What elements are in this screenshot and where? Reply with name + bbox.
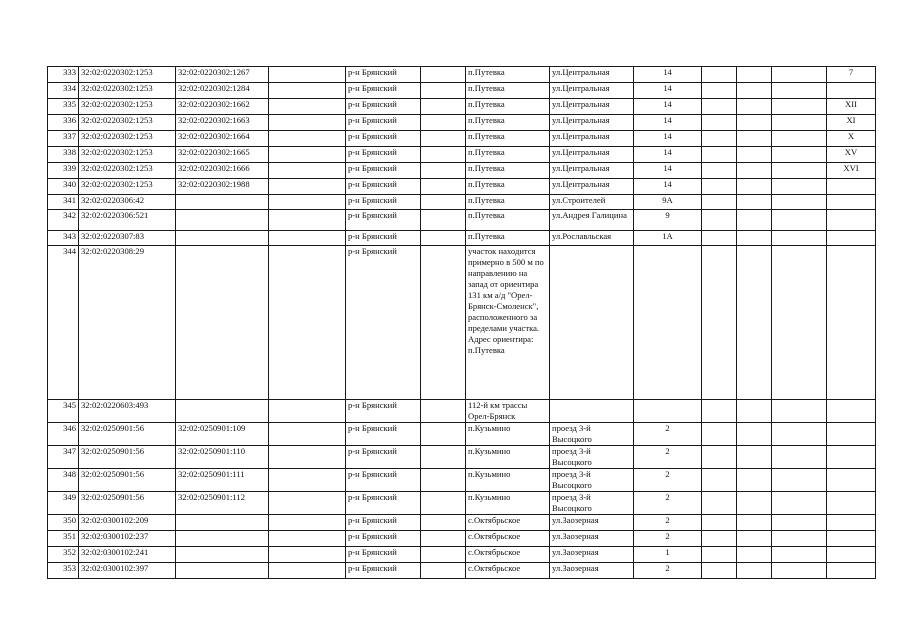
street-cell: ул.Заозерная	[550, 547, 634, 563]
premises-number-cell	[827, 515, 876, 531]
empty-cell	[772, 492, 827, 515]
empty-cell	[269, 531, 346, 547]
premises-number-cell	[827, 195, 876, 210]
row-number-cell: 351	[48, 531, 79, 547]
premises-number-cell	[827, 492, 876, 515]
row-number-cell: 341	[48, 195, 79, 210]
empty-cell	[772, 163, 827, 179]
street-cell: ул.Строителей	[550, 195, 634, 210]
row-number-cell: 349	[48, 492, 79, 515]
empty-cell	[702, 547, 737, 563]
street-cell: ул.Андрея Галицина	[550, 210, 634, 231]
empty-cell	[421, 469, 466, 492]
district-cell: р-н Брянский	[346, 67, 421, 83]
sub-cadastral-number-cell	[176, 210, 269, 231]
empty-cell	[772, 99, 827, 115]
cadastral-number-cell: 32:02:0220302:1253	[79, 163, 176, 179]
row-number-cell: 352	[48, 547, 79, 563]
district-cell: р-н Брянский	[346, 231, 421, 246]
empty-cell	[702, 231, 737, 246]
empty-cell	[702, 423, 737, 446]
district-cell: р-н Брянский	[346, 469, 421, 492]
sub-cadastral-number-cell: 32:02:0220302:1666	[176, 163, 269, 179]
locality-cell: участок находится примерно в 500 м по направлению на запад от ориентира 131 км а/д "Орел-Брянск-Смоленск", расположенного за пределами участка. Адрес ориентира: п.Путевка	[466, 246, 550, 400]
premises-number-cell	[827, 547, 876, 563]
sub-cadastral-number-cell	[176, 231, 269, 246]
sub-cadastral-number-cell	[176, 547, 269, 563]
locality-cell: п.Путевка	[466, 83, 550, 99]
empty-cell	[702, 492, 737, 515]
empty-cell	[269, 515, 346, 531]
empty-cell	[421, 423, 466, 446]
empty-cell	[702, 469, 737, 492]
empty-cell	[421, 83, 466, 99]
empty-cell	[737, 400, 772, 423]
locality-cell: п.Путевка	[466, 99, 550, 115]
empty-cell	[737, 469, 772, 492]
house-number-cell	[634, 246, 702, 400]
house-number-cell: 2	[634, 492, 702, 515]
locality-cell: п.Кузьмино	[466, 492, 550, 515]
cadastral-number-cell: 32:02:0300102:237	[79, 531, 176, 547]
cadastral-number-cell: 32:02:0220302:1253	[79, 179, 176, 195]
empty-cell	[702, 515, 737, 531]
row-number-cell: 334	[48, 83, 79, 99]
sub-cadastral-number-cell	[176, 563, 269, 579]
empty-cell	[269, 231, 346, 246]
empty-cell	[772, 67, 827, 83]
locality-cell: п.Кузьмино	[466, 423, 550, 446]
street-cell: ул.Заозерная	[550, 531, 634, 547]
street-cell: ул.Центральная	[550, 179, 634, 195]
table-row	[48, 547, 876, 563]
sub-cadastral-number-cell: 32:02:0250901:109	[176, 423, 269, 446]
cadastral-number-cell: 32:02:0220302:1253	[79, 83, 176, 99]
row-number-cell: 346	[48, 423, 79, 446]
row-number-cell: 337	[48, 131, 79, 147]
empty-cell	[702, 115, 737, 131]
sub-cadastral-number-cell: 32:02:0250901:111	[176, 469, 269, 492]
locality-cell: п.Путевка	[466, 210, 550, 231]
cadastral-number-cell: 32:02:0220603:493	[79, 400, 176, 423]
empty-cell	[772, 423, 827, 446]
street-cell: проезд 3-й Высоцкого	[550, 446, 634, 469]
house-number-cell: 14	[634, 115, 702, 131]
house-number-cell: 2	[634, 423, 702, 446]
locality-cell: с.Октябрьское	[466, 515, 550, 531]
table-row	[48, 492, 876, 515]
row-number-cell: 345	[48, 400, 79, 423]
empty-cell	[702, 83, 737, 99]
empty-cell	[737, 246, 772, 400]
table-row	[48, 531, 876, 547]
empty-cell	[772, 547, 827, 563]
empty-cell	[269, 147, 346, 163]
empty-cell	[772, 400, 827, 423]
house-number-cell: 14	[634, 131, 702, 147]
table-row	[48, 67, 876, 83]
premises-number-cell: 7	[827, 67, 876, 83]
table-row	[48, 195, 876, 210]
cadastral-number-cell: 32:02:0220302:1253	[79, 131, 176, 147]
district-cell: р-н Брянский	[346, 99, 421, 115]
empty-cell	[269, 163, 346, 179]
sub-cadastral-number-cell: 32:02:0220302:1662	[176, 99, 269, 115]
empty-cell	[421, 547, 466, 563]
empty-cell	[737, 231, 772, 246]
table-row	[48, 131, 876, 147]
empty-cell	[737, 131, 772, 147]
street-cell: проезд 3-й Высоцкого	[550, 423, 634, 446]
street-cell: ул.Центральная	[550, 147, 634, 163]
locality-cell: п.Путевка	[466, 179, 550, 195]
premises-number-cell: XV	[827, 147, 876, 163]
empty-cell	[421, 400, 466, 423]
empty-cell	[772, 147, 827, 163]
empty-cell	[772, 83, 827, 99]
house-number-cell: 14	[634, 67, 702, 83]
premises-number-cell	[827, 179, 876, 195]
cadastral-number-cell: 32:02:0220307:83	[79, 231, 176, 246]
locality-cell: п.Путевка	[466, 147, 550, 163]
cadastral-number-cell: 32:02:0250901:56	[79, 492, 176, 515]
empty-cell	[702, 563, 737, 579]
empty-cell	[269, 423, 346, 446]
cadastral-number-cell: 32:02:0220308:29	[79, 246, 176, 400]
empty-cell	[737, 99, 772, 115]
row-number-cell: 339	[48, 163, 79, 179]
locality-cell: с.Октябрьское	[466, 547, 550, 563]
empty-cell	[702, 99, 737, 115]
locality-cell: 112-й км трассы Орел-Брянск	[466, 400, 550, 423]
empty-cell	[772, 246, 827, 400]
sub-cadastral-number-cell: 32:02:0250901:110	[176, 446, 269, 469]
empty-cell	[421, 115, 466, 131]
premises-number-cell	[827, 400, 876, 423]
street-cell: проезд 3-й Высоцкого	[550, 492, 634, 515]
empty-cell	[772, 179, 827, 195]
house-number-cell	[634, 400, 702, 423]
table-row	[48, 515, 876, 531]
house-number-cell: 2	[634, 469, 702, 492]
empty-cell	[737, 563, 772, 579]
cadastral-number-cell: 32:02:0220306:42	[79, 195, 176, 210]
district-cell: р-н Брянский	[346, 423, 421, 446]
empty-cell	[421, 210, 466, 231]
empty-cell	[702, 210, 737, 231]
empty-cell	[737, 163, 772, 179]
sub-cadastral-number-cell	[176, 246, 269, 400]
cadastral-number-cell: 32:02:0220302:1253	[79, 147, 176, 163]
table-row	[48, 210, 876, 231]
district-cell: р-н Брянский	[346, 147, 421, 163]
empty-cell	[772, 210, 827, 231]
empty-cell	[772, 515, 827, 531]
empty-cell	[421, 563, 466, 579]
district-cell: р-н Брянский	[346, 492, 421, 515]
empty-cell	[772, 563, 827, 579]
empty-cell	[737, 115, 772, 131]
empty-cell	[269, 195, 346, 210]
empty-cell	[421, 195, 466, 210]
empty-cell	[737, 531, 772, 547]
sub-cadastral-number-cell: 32:02:0220302:1267	[176, 67, 269, 83]
district-cell: р-н Брянский	[346, 547, 421, 563]
table-row	[48, 246, 876, 400]
street-cell: ул.Центральная	[550, 67, 634, 83]
sub-cadastral-number-cell: 32:02:0250901:112	[176, 492, 269, 515]
empty-cell	[269, 83, 346, 99]
empty-cell	[737, 83, 772, 99]
street-cell	[550, 400, 634, 423]
cadastral-number-cell: 32:02:0300102:397	[79, 563, 176, 579]
empty-cell	[772, 469, 827, 492]
district-cell: р-н Брянский	[346, 83, 421, 99]
locality-cell: п.Кузьмино	[466, 446, 550, 469]
house-number-cell: 1	[634, 547, 702, 563]
empty-cell	[772, 531, 827, 547]
empty-cell	[702, 400, 737, 423]
premises-number-cell: XI	[827, 115, 876, 131]
register-table-body	[48, 67, 876, 579]
empty-cell	[421, 492, 466, 515]
table-row	[48, 99, 876, 115]
empty-cell	[702, 446, 737, 469]
house-number-cell: 14	[634, 147, 702, 163]
empty-cell	[421, 446, 466, 469]
empty-cell	[772, 115, 827, 131]
row-number-cell: 347	[48, 446, 79, 469]
empty-cell	[269, 210, 346, 231]
house-number-cell: 1А	[634, 231, 702, 246]
locality-cell: с.Октябрьское	[466, 563, 550, 579]
cadastral-number-cell: 32:02:0220306:521	[79, 210, 176, 231]
table-row	[48, 469, 876, 492]
cadastral-number-cell: 32:02:0300102:241	[79, 547, 176, 563]
empty-cell	[421, 515, 466, 531]
locality-cell: с.Октябрьское	[466, 531, 550, 547]
premises-number-cell: XII	[827, 99, 876, 115]
district-cell: р-н Брянский	[346, 195, 421, 210]
cadastral-number-cell: 32:02:0220302:1253	[79, 115, 176, 131]
empty-cell	[702, 531, 737, 547]
premises-number-cell	[827, 446, 876, 469]
empty-cell	[269, 469, 346, 492]
district-cell: р-н Брянский	[346, 563, 421, 579]
table-row	[48, 231, 876, 246]
sub-cadastral-number-cell	[176, 531, 269, 547]
street-cell: ул.Центральная	[550, 99, 634, 115]
district-cell: р-н Брянский	[346, 163, 421, 179]
empty-cell	[737, 515, 772, 531]
street-cell: ул.Центральная	[550, 163, 634, 179]
premises-number-cell	[827, 531, 876, 547]
empty-cell	[737, 492, 772, 515]
locality-cell: п.Путевка	[466, 67, 550, 83]
street-cell: ул.Рославльская	[550, 231, 634, 246]
street-cell: ул.Заозерная	[550, 563, 634, 579]
district-cell: р-н Брянский	[346, 446, 421, 469]
row-number-cell: 350	[48, 515, 79, 531]
empty-cell	[737, 446, 772, 469]
table-row	[48, 446, 876, 469]
premises-number-cell: XVI	[827, 163, 876, 179]
empty-cell	[737, 147, 772, 163]
empty-cell	[772, 231, 827, 246]
house-number-cell: 14	[634, 163, 702, 179]
property-register-table	[47, 66, 876, 579]
premises-number-cell	[827, 469, 876, 492]
empty-cell	[702, 179, 737, 195]
locality-cell: п.Кузьмино	[466, 469, 550, 492]
empty-cell	[772, 446, 827, 469]
empty-cell	[702, 246, 737, 400]
house-number-cell: 14	[634, 99, 702, 115]
empty-cell	[702, 147, 737, 163]
cadastral-number-cell: 32:02:0250901:56	[79, 423, 176, 446]
empty-cell	[269, 67, 346, 83]
empty-cell	[772, 131, 827, 147]
table-row	[48, 83, 876, 99]
locality-cell: п.Путевка	[466, 115, 550, 131]
empty-cell	[737, 67, 772, 83]
house-number-cell: 9	[634, 210, 702, 231]
sub-cadastral-number-cell: 32:02:0220302:1665	[176, 147, 269, 163]
house-number-cell: 2	[634, 515, 702, 531]
sub-cadastral-number-cell	[176, 515, 269, 531]
table-row	[48, 147, 876, 163]
district-cell: р-н Брянский	[346, 246, 421, 400]
table-row	[48, 423, 876, 446]
street-cell: ул.Центральная	[550, 115, 634, 131]
empty-cell	[269, 563, 346, 579]
table-row	[48, 179, 876, 195]
empty-cell	[702, 67, 737, 83]
house-number-cell: 2	[634, 446, 702, 469]
empty-cell	[737, 547, 772, 563]
cadastral-number-cell: 32:02:0220302:1253	[79, 67, 176, 83]
locality-cell: п.Путевка	[466, 163, 550, 179]
locality-cell: п.Путевка	[466, 131, 550, 147]
row-number-cell: 353	[48, 563, 79, 579]
table-row	[48, 563, 876, 579]
cadastral-number-cell: 32:02:0250901:56	[79, 469, 176, 492]
cadastral-number-cell: 32:02:0220302:1253	[79, 99, 176, 115]
premises-number-cell	[827, 563, 876, 579]
empty-cell	[702, 131, 737, 147]
empty-cell	[269, 547, 346, 563]
premises-number-cell	[827, 423, 876, 446]
row-number-cell: 340	[48, 179, 79, 195]
empty-cell	[269, 492, 346, 515]
empty-cell	[702, 163, 737, 179]
premises-number-cell	[827, 246, 876, 400]
sub-cadastral-number-cell: 32:02:0220302:1664	[176, 131, 269, 147]
house-number-cell: 9А	[634, 195, 702, 210]
premises-number-cell	[827, 83, 876, 99]
house-number-cell: 14	[634, 83, 702, 99]
street-cell	[550, 246, 634, 400]
table-row	[48, 115, 876, 131]
empty-cell	[269, 179, 346, 195]
empty-cell	[421, 179, 466, 195]
empty-cell	[269, 446, 346, 469]
row-number-cell: 336	[48, 115, 79, 131]
house-number-cell: 2	[634, 563, 702, 579]
street-cell: проезд 3-й Высоцкого	[550, 469, 634, 492]
district-cell: р-н Брянский	[346, 515, 421, 531]
premises-number-cell	[827, 231, 876, 246]
row-number-cell: 338	[48, 147, 79, 163]
row-number-cell: 344	[48, 246, 79, 400]
locality-cell: п.Путевка	[466, 231, 550, 246]
empty-cell	[772, 195, 827, 210]
district-cell: р-н Брянский	[346, 210, 421, 231]
row-number-cell: 348	[48, 469, 79, 492]
district-cell: р-н Брянский	[346, 115, 421, 131]
premises-number-cell: X	[827, 131, 876, 147]
empty-cell	[421, 231, 466, 246]
cadastral-number-cell: 32:02:0300102:209	[79, 515, 176, 531]
empty-cell	[737, 210, 772, 231]
empty-cell	[269, 246, 346, 400]
district-cell: р-н Брянский	[346, 531, 421, 547]
table-row	[48, 400, 876, 423]
row-number-cell: 342	[48, 210, 79, 231]
district-cell: р-н Брянский	[346, 179, 421, 195]
sub-cadastral-number-cell	[176, 195, 269, 210]
street-cell: ул.Центральная	[550, 131, 634, 147]
empty-cell	[702, 195, 737, 210]
sub-cadastral-number-cell: 32:02:0220302:1663	[176, 115, 269, 131]
row-number-cell: 333	[48, 67, 79, 83]
sub-cadastral-number-cell: 32:02:0220302:1988	[176, 179, 269, 195]
table-row	[48, 163, 876, 179]
house-number-cell: 14	[634, 179, 702, 195]
premises-number-cell	[827, 210, 876, 231]
empty-cell	[421, 147, 466, 163]
empty-cell	[269, 131, 346, 147]
empty-cell	[421, 67, 466, 83]
empty-cell	[737, 195, 772, 210]
locality-cell: п.Путевка	[466, 195, 550, 210]
empty-cell	[421, 246, 466, 400]
district-cell: р-н Брянский	[346, 131, 421, 147]
empty-cell	[421, 163, 466, 179]
empty-cell	[269, 400, 346, 423]
sub-cadastral-number-cell: 32:02:0220302:1284	[176, 83, 269, 99]
sub-cadastral-number-cell	[176, 400, 269, 423]
street-cell: ул.Заозерная	[550, 515, 634, 531]
empty-cell	[737, 179, 772, 195]
cadastral-number-cell: 32:02:0250901:56	[79, 446, 176, 469]
empty-cell	[421, 131, 466, 147]
district-cell: р-н Брянский	[346, 400, 421, 423]
street-cell: ул.Центральная	[550, 83, 634, 99]
empty-cell	[421, 99, 466, 115]
row-number-cell: 343	[48, 231, 79, 246]
empty-cell	[269, 115, 346, 131]
empty-cell	[269, 99, 346, 115]
empty-cell	[737, 423, 772, 446]
empty-cell	[421, 531, 466, 547]
house-number-cell: 2	[634, 531, 702, 547]
row-number-cell: 335	[48, 99, 79, 115]
